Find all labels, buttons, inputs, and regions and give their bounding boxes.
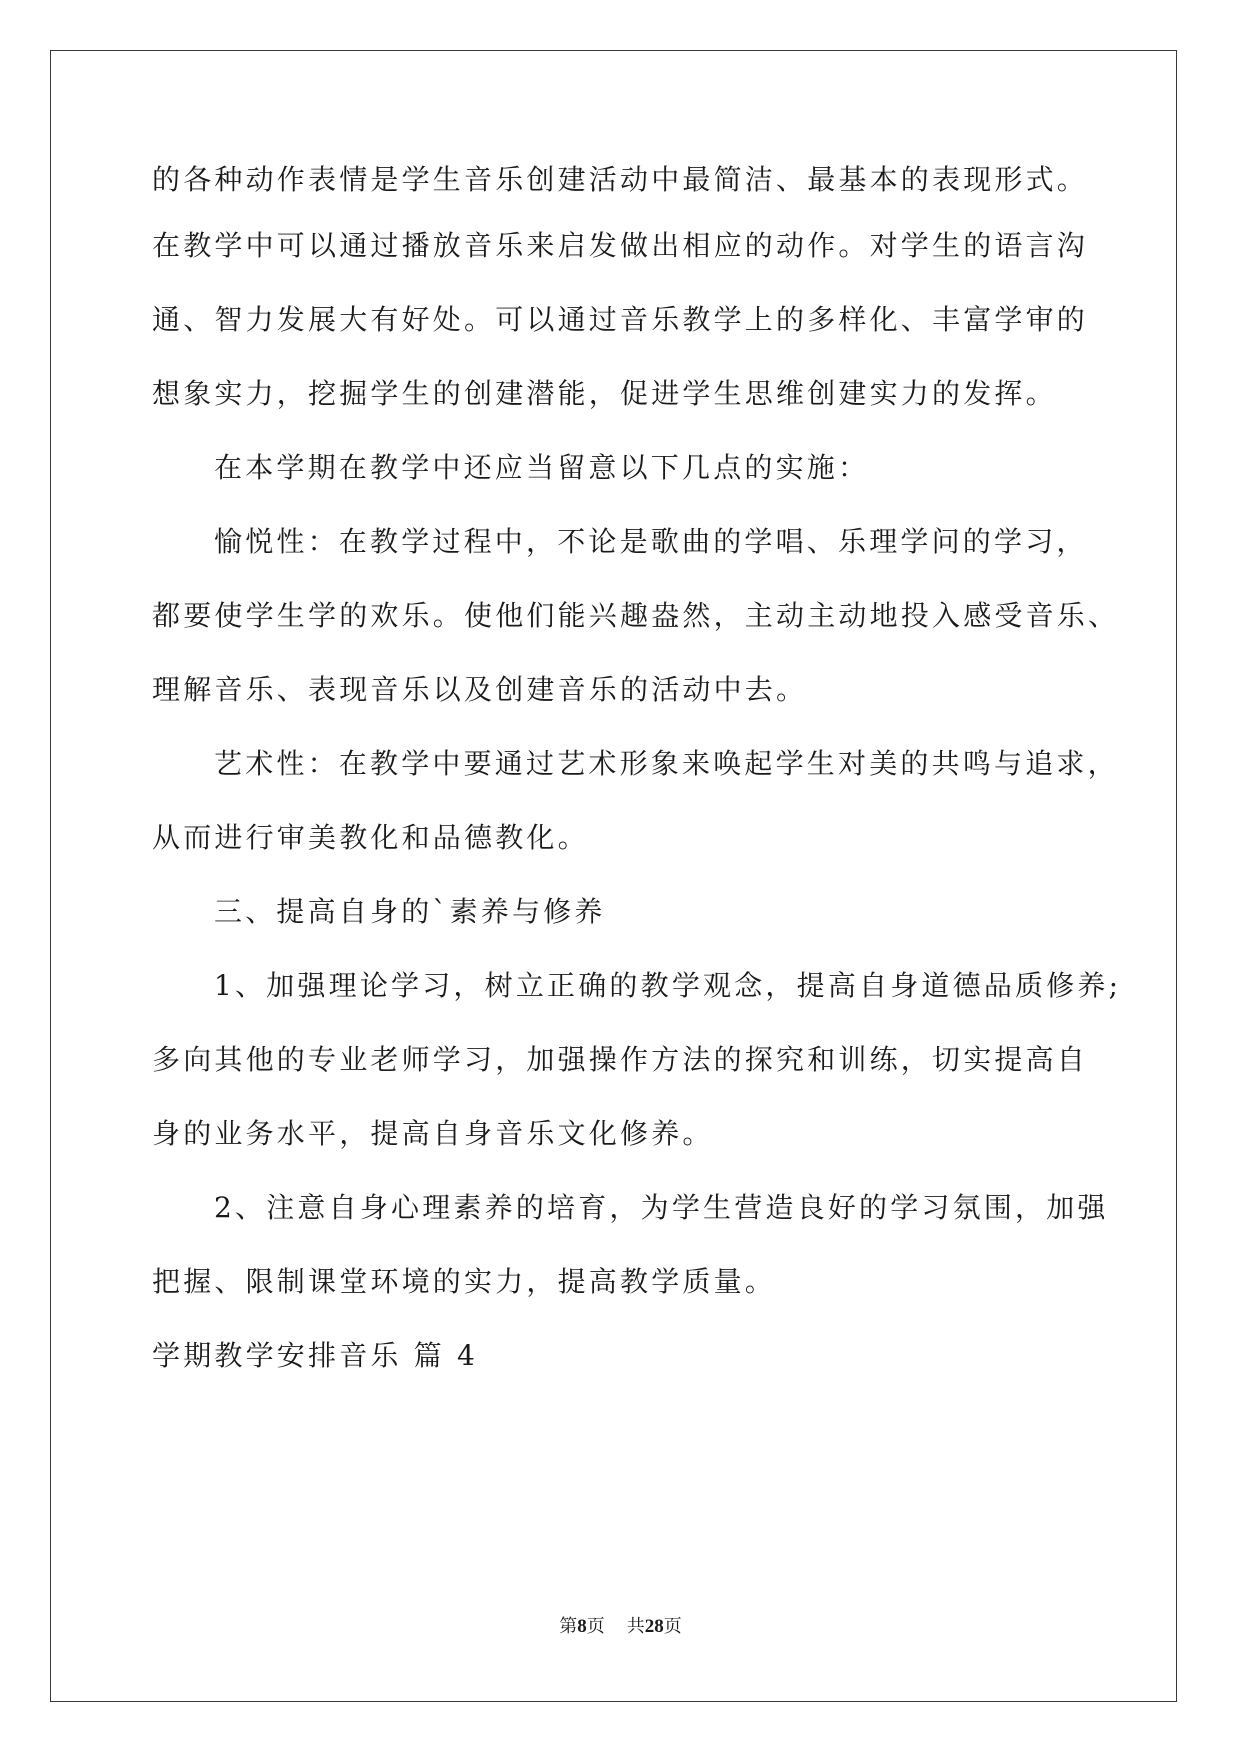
article-title: 学期教学安排音乐 篇 4 <box>152 1339 479 1372</box>
section-heading: 三、提高自身的`素养与修养 <box>214 895 606 928</box>
text-line: 2、注意自身心理素养的培育，为学生营造良好的学习氛围，加强 <box>214 1191 1109 1224</box>
text-line: 理解音乐、表现音乐以及创建音乐的活动中去。 <box>152 673 808 706</box>
text-line: 艺术性：在教学中要通过艺术形象来唤起学生对美的共鸣与追求， <box>214 747 1119 780</box>
text-line: 在教学中可以通过播放音乐来启发做出相应的动作。对学生的语言沟 <box>152 229 1089 262</box>
page-prefix: 第 <box>559 1616 578 1637</box>
text-line: 多向其他的专业老师学习，加强操作方法的探究和训练，切实提高自 <box>152 1043 1089 1076</box>
text-line: 通、智力发展大有好处。可以通过音乐教学上的多样化、丰富学审的 <box>152 303 1089 336</box>
page-footer <box>0 1612 1241 1638</box>
text-line: 在本学期在教学中还应当留意以下几点的实施： <box>214 451 870 484</box>
text-line: 身的业务水平，提高自身音乐文化修养。 <box>152 1117 714 1150</box>
text-line: 从而进行审美教化和品德教化。 <box>152 821 589 854</box>
text-line: 愉悦性：在教学过程中，不论是歌曲的学唱、乐理学问的学习， <box>214 525 1088 558</box>
text-line: 都要使学生学的欢乐。使他们能兴趣盎然，主动主动地投入感受音乐、 <box>152 599 1120 632</box>
total-suffix: 页 <box>663 1616 682 1637</box>
total-pages: 28 <box>644 1616 664 1637</box>
text-line: 1、加强理论学习，树立正确的教学观念，提高自身道德品质修养; <box>214 969 1122 1002</box>
text-line: 想象实力，挖掘学生的创建潜能，促进学生思维创建实力的发挥。 <box>152 377 1057 410</box>
text-line: 把握、限制课堂环境的实力，提高教学质量。 <box>152 1265 777 1298</box>
text-line: 的各种动作表情是学生音乐创建活动中最简洁、最基本的表现形式。 <box>152 163 1089 196</box>
page-suffix: 页 <box>586 1616 605 1637</box>
page-border <box>50 50 1177 1702</box>
page-number: 8 <box>577 1616 587 1637</box>
total-prefix: 共 <box>626 1616 645 1637</box>
